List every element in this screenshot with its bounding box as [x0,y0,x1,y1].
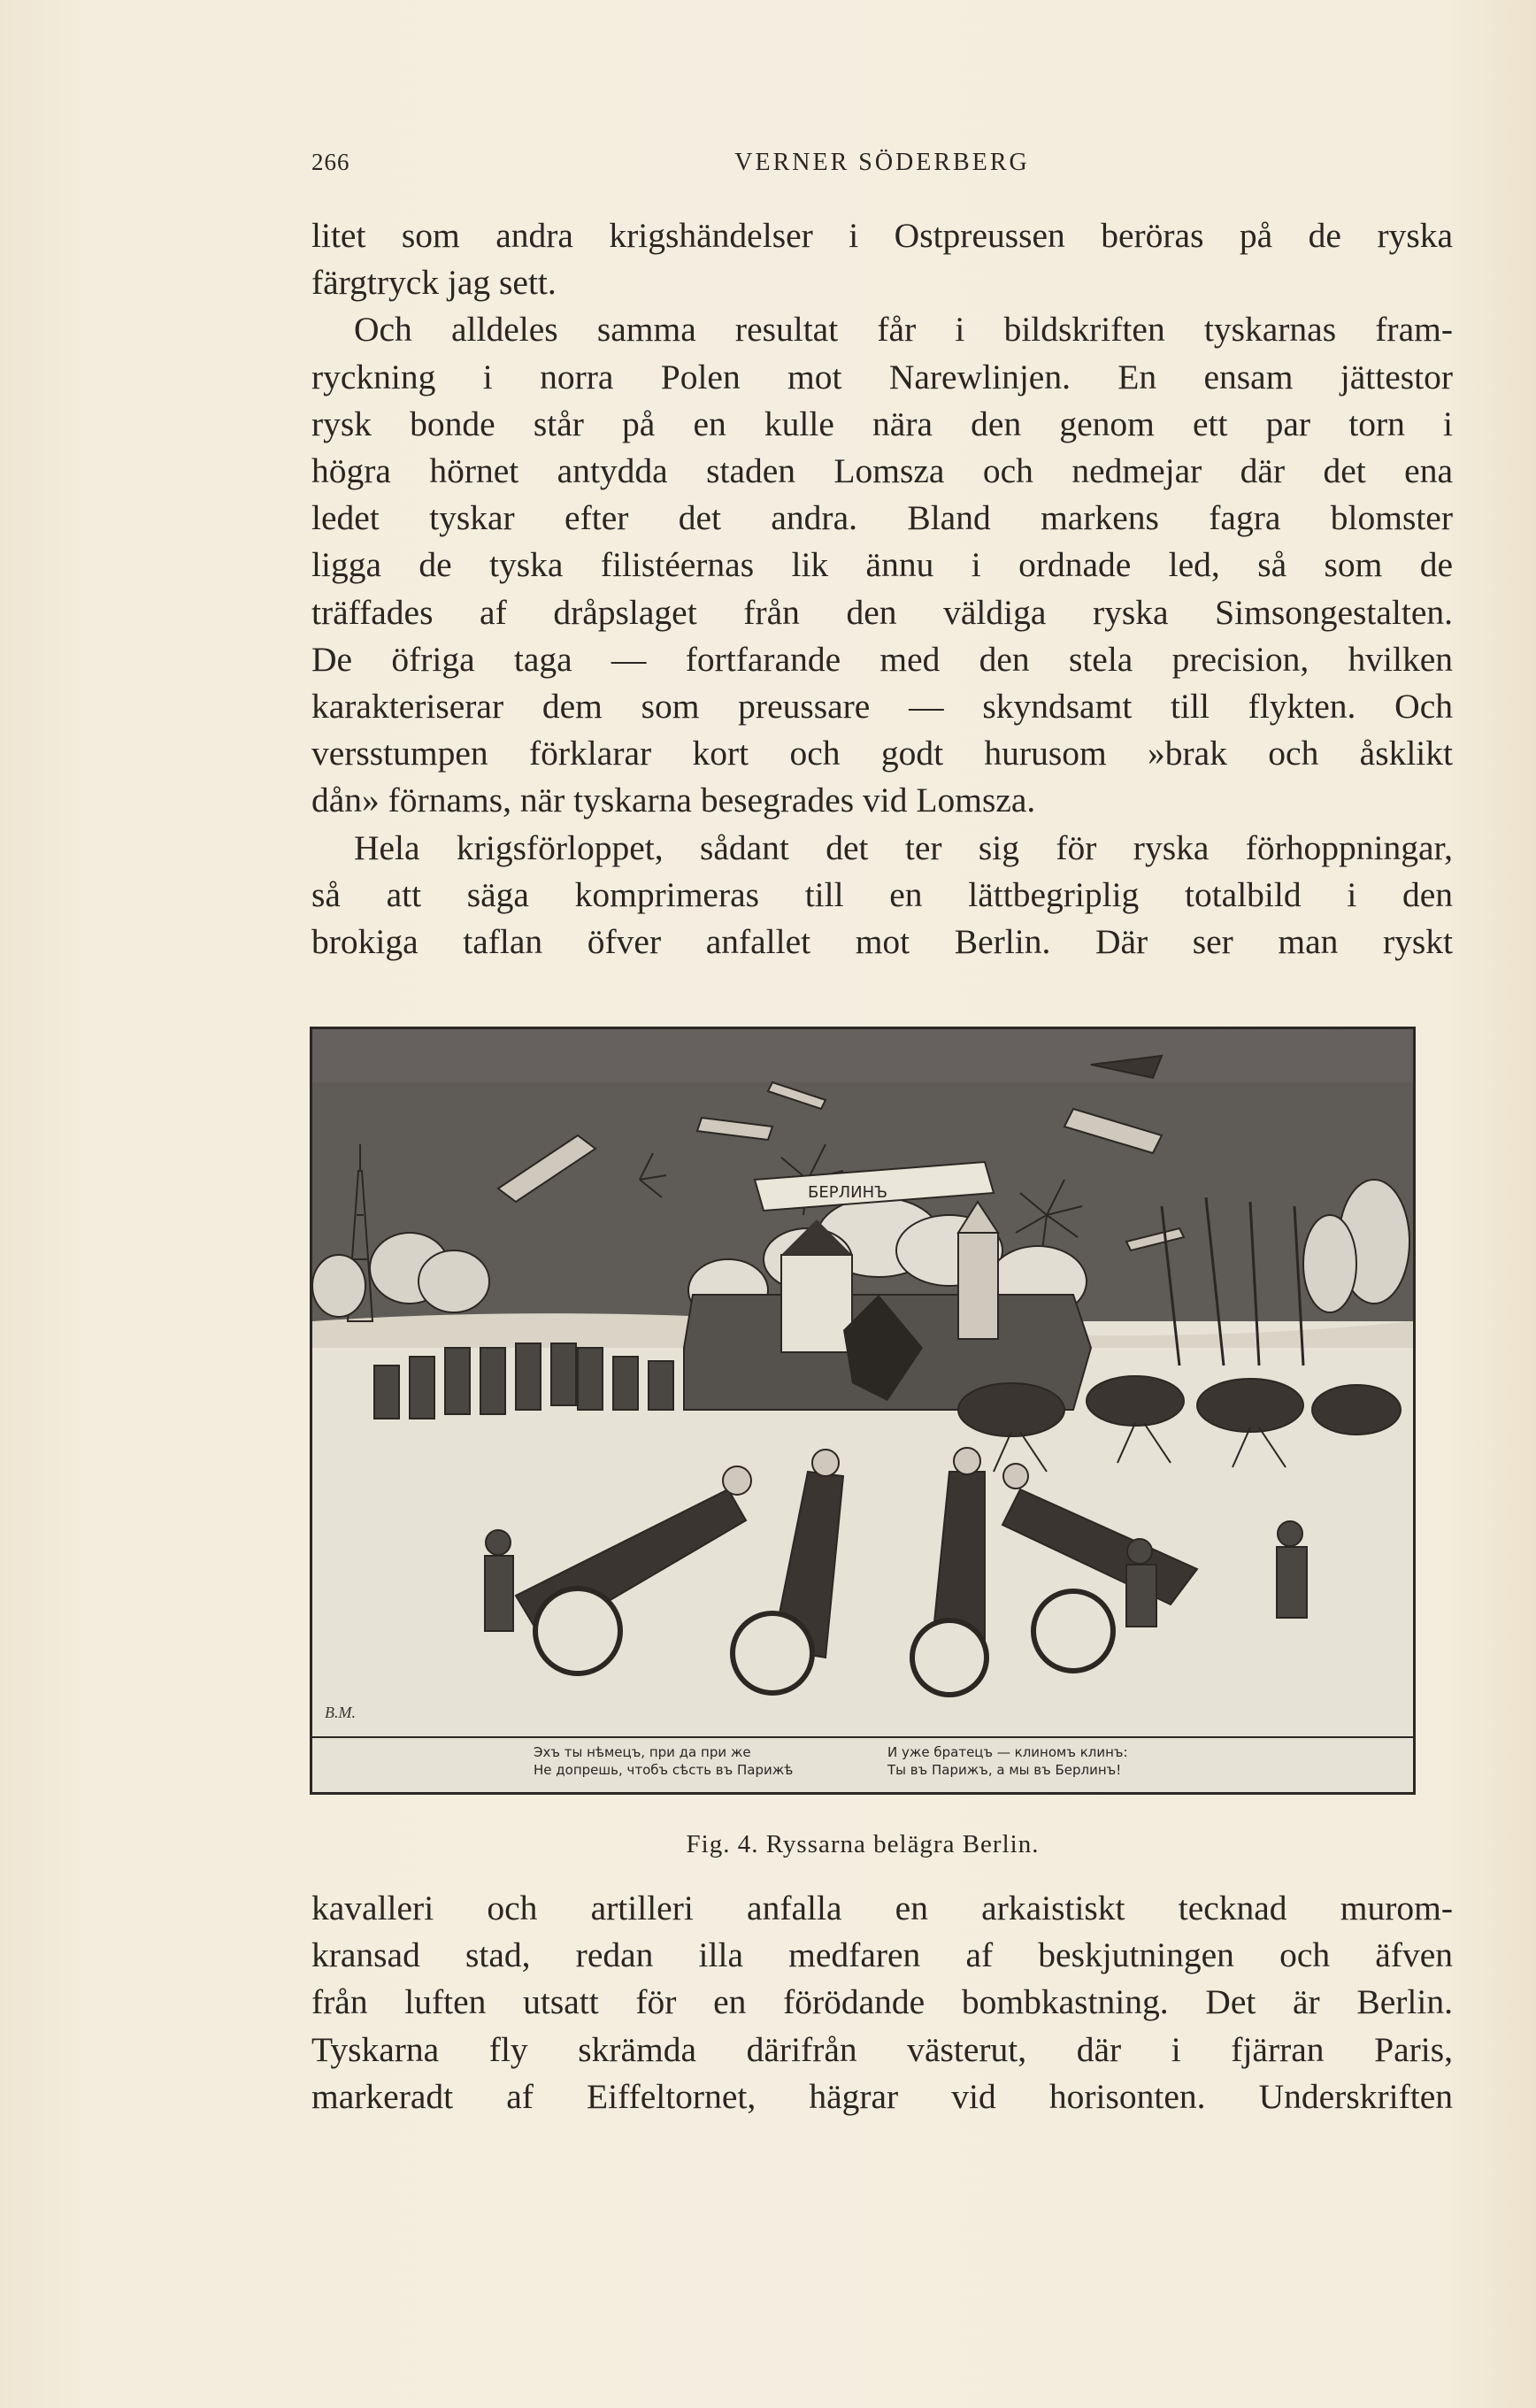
text-line: kransad stad, redan illa medfaren af beskjutningen och äfven [311,1935,1453,1975]
running-head [311,149,1453,184]
text-line: träffades af dråpslaget från den väldiga ryska Simsongestalten. [311,592,1453,632]
text-line: ligga de tyska filistéernas lik ännu i ordnade led, så som de [311,545,1453,585]
text-line: ledet tyskar efter det andra. Bland markens fagra blomster [311,498,1453,538]
text-line: rysk bonde står på en kulle nära den genom ett par torn i [311,404,1453,443]
text-line: litet som andra krigshändelser i Ostpreussen beröras på de ryska [311,216,1453,255]
text-line: markeradt af Eiffeltornet, hägrar vid horisonten. Underskriften [311,2076,1453,2116]
text-line: så att säga komprimeras till en lättbegriplig totalbild i den [311,874,1453,914]
text-line: färgtryck jag sett. [311,263,557,303]
body-text-top [311,212,1453,966]
text-line: dån» förnams, när tyskarna besegrades vid Lomsza. [311,781,1036,820]
text-line: ryckning i norra Polen mot Narewlinjen. En ensam jättestor [311,357,1453,396]
banner-text: БЕРЛИНЪ [808,1183,888,1202]
cartoon-drawing [312,1029,1413,1792]
figure-cartoon [310,1027,1416,1796]
artist-signature: В.М. [325,1704,356,1721]
text-line: De öfriga taga — fortfarande med den stela precision, hvilken [311,639,1453,679]
text-line: från luften utsatt för en förödande bombkastning. Det är Berlin. [311,1982,1453,2022]
body-text-bottom [311,1885,1453,2120]
verse-line: Эхъ ты нѣмецъ, при да при же [534,1744,751,1760]
verse-line: И уже братецъ — клиномъ клинъ: [887,1744,1128,1760]
text-line: Hela krigsförloppet, sådant det ter sig för ryska förhoppningar, [354,827,1453,867]
text-line: kavalleri och artilleri anfalla en arkaistiskt tecknad murom- [311,1889,1453,1927]
page-number: 266 [311,149,350,175]
running-title: VERNER SÖDERBERG [734,149,1030,176]
text-line: karakteriserar dem som preussare — skyndsamt till flykten. Och [311,687,1453,727]
text-line: Tyskarna fly skrämda därifrån västerut, där i fjärran Paris, [311,2029,1453,2069]
text-line: versstumpen förklarar kort och godt hurusom »brak och åsklikt [311,734,1453,773]
cartoon-verse [312,1742,1413,1795]
cartoon-illustration [310,1027,1416,1795]
verse-line: Не допрешь, чтобъ сѣсть въ Парижѣ [534,1762,794,1778]
figure-caption: Fig. 4. Ryssarna belägra Berlin. [686,1830,1040,1858]
verse-right [887,1743,1294,1779]
text-line: Och alldeles samma resultat får i bildskriften tyskarnas fram- [354,310,1453,350]
verse-line: Ты въ Парижъ, а мы въ Берлинъ! [887,1762,1122,1778]
text-line: brokiga taflan öfver anfallet mot Berlin. Där ser man ryskt [311,922,1453,962]
text-line: högra hörnet antydda staden Lomsza och nedmejar där det ena [311,451,1453,491]
